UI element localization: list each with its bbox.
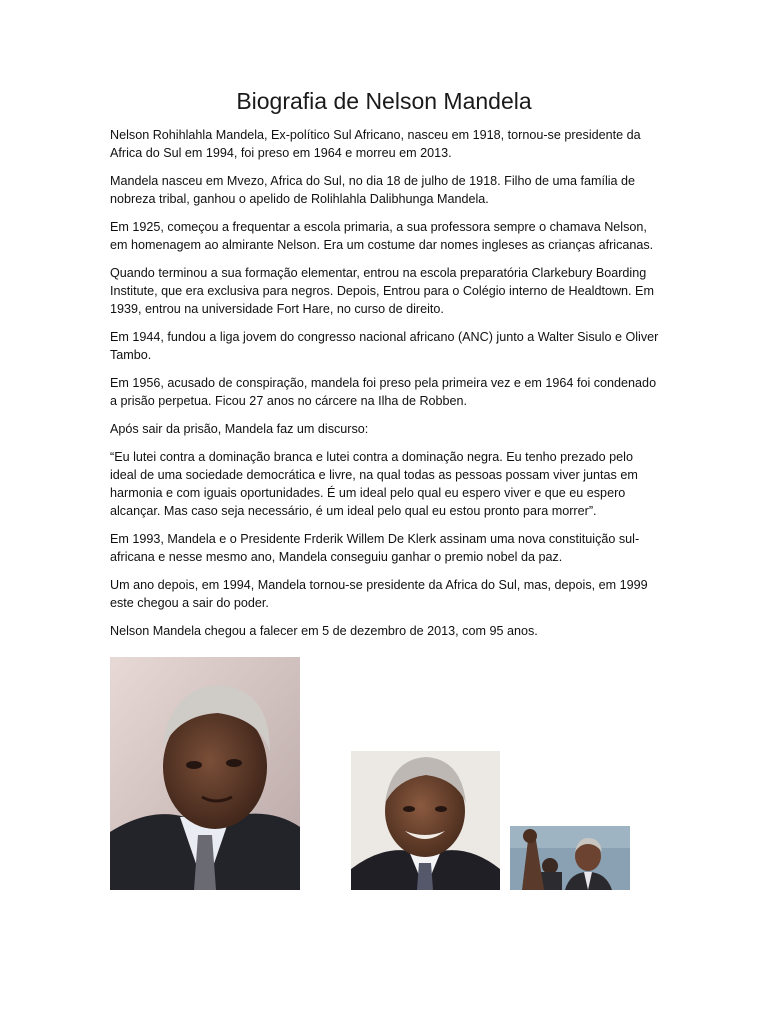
- paragraph-presidency: Um ano depois, em 1994, Mandela tornou-se presidente da Africa do Sul, mas, depois, em 1999 este chegou a sair do poder.: [110, 578, 648, 610]
- paragraph-constitution: Em 1993, Mandela e o Presidente Frderik Willem De Klerk assinam uma nova constituição sul-africana e nesse mesmo ano, Mandela conseguiu ganhar o premio nobel da paz.: [110, 532, 640, 564]
- paragraph-education: Quando terminou a sua formação elementar, entrou na escola preparatória Clarkebury Boarding Institute, que era exclusiva para negros. Depois, Entrou para o Colégio interno de Healdtown. Em 1939, entrou na universidade Fort Hare, no curso de direito.: [110, 266, 654, 316]
- paragraph-school: Em 1925, começou a frequentar a escola primaria, a sua professora sempre o chamava Nelson, em homenagem ao almirante Nelson. Era um costume dar nomes ingleses as crianças africanas.: [110, 220, 654, 252]
- body-text: [110, 126, 660, 650]
- paragraph-intro: Nelson Rohihlahla Mandela, Ex-político Sul Africano, nasceu em 1918, tornou-se presidente da Africa do Sul em 1994, foi preso em 1964 e morreu em 2013.: [110, 128, 641, 160]
- paragraph-speech-intro: Após sair da prisão, Mandela faz um discurso:: [110, 422, 369, 436]
- paragraph-birth: Mandela nasceu em Mvezo, Africa do Sul, no dia 18 de julho de 1918. Filho de uma família de nobreza tribal, ganhou o apelido de Rolihlahla Dalibhunga Mandela.: [110, 174, 636, 206]
- paragraph-speech-quote: “Eu lutei contra a dominação branca e lutei contra a dominação negra. Eu tenho prezado pelo ideal de uma sociedade democrática e livre, na qual todas as pessoas possam viver juntas em harmonia e com iguais oportunidades. É um ideal pelo qual eu espero viver e que eu espero alcançar. Mas caso seja necessário, é um ideal pelo qual eu estou pronto para morrer”.: [110, 450, 638, 518]
- paragraph-anc: Em 1944, fundou a liga jovem do congresso nacional africano (ANC) junto a Walter Sisulo e Oliver Tambo.: [110, 330, 659, 362]
- raised-fist-photo: [510, 826, 630, 890]
- page-title: Biografia de Nelson Mandela: [236, 88, 532, 114]
- paragraph-prison: Em 1956, acusado de conspiração, mandela foi preso pela primeira vez e em 1964 foi condenado a prisão perpetua. Ficou 27 anos no cárcere na Ilha de Robben.: [110, 376, 657, 408]
- portrait-photo-large: [110, 657, 300, 890]
- portrait-photo-smiling: [351, 751, 500, 890]
- paragraph-death: Nelson Mandela chegou a falecer em 5 de dezembro de 2013, com 95 anos.: [110, 624, 538, 638]
